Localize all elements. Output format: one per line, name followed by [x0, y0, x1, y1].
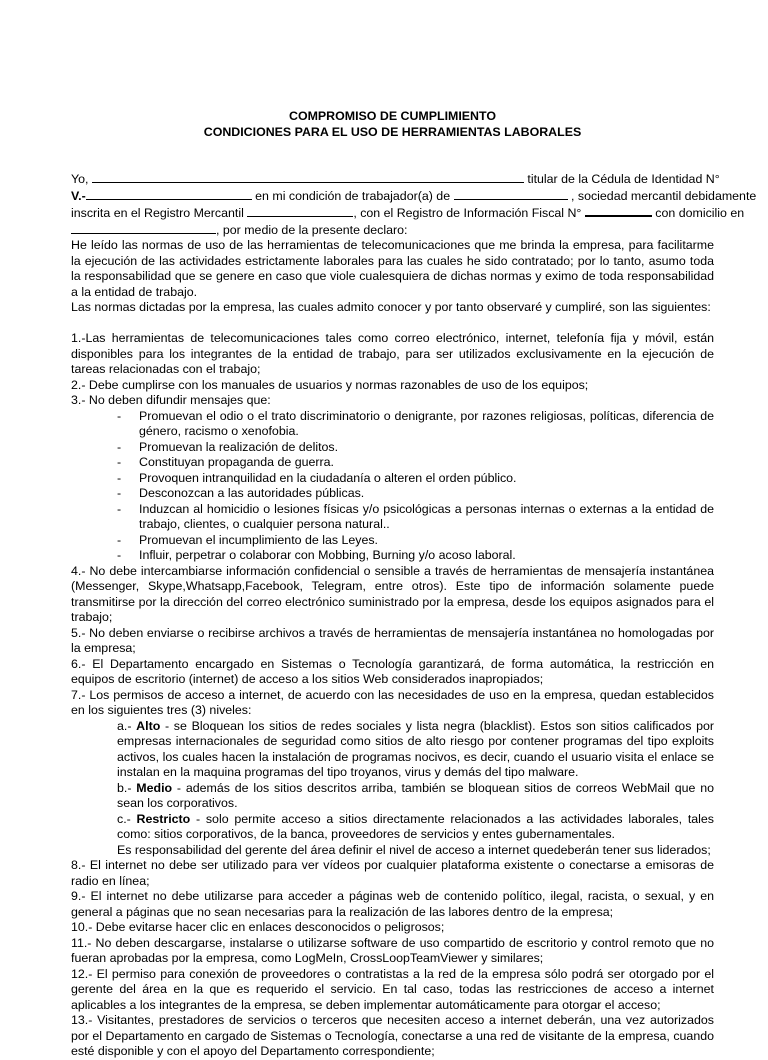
intro-paragraph: He leído las normas de uso de las herramientas de telecomunicaciones que me brinda la empresa, para facilitarme la ejecución de las actividades estrictamente laborales para las cuales he sido contratado; por lo tanto, asumo toda la responsabilidad que se genere en caso que viole cualesquiera de dichas normas y eximo de toda responsabilidad a la entidad de trabajo. — [71, 238, 714, 299]
intro-titular: titular de la Cédula de Identidad N° — [527, 172, 720, 186]
list-item: - Promuevan el odio o el trato discriminatorio o denigrante, por razones religiosas, políticas, diferencia de género, racismo o xenofobia. — [117, 408, 714, 438]
item-8: 8.- El internet no debe ser utilizado para ver vídeos por cualquier plataforma existente o conectarse a emisoras de radio en línea; — [71, 858, 714, 888]
intro-line-3 — [71, 204, 745, 222]
list-item: - Induzcan al homicidio o lesiones físicas y/o psicológicas a personas internas o externas a la entidad de trabajo, clientes, o cualquier persona natural.. — [117, 501, 714, 531]
company-blank[interactable] — [454, 188, 568, 200]
intro-rif: , con el Registro de Información Fiscal N° — [353, 206, 582, 220]
item-10: 10.- Debe evitarse hacer clic en enlaces desconocidos o peligrosos; — [71, 920, 445, 934]
intro-line-4 — [71, 222, 714, 239]
list-item: - Constituyan propaganda de guerra. — [117, 455, 334, 469]
list-item: - Promuevan la realización de delitos. — [117, 439, 339, 454]
intro-sociedad: , sociedad mercantil debidamente — [571, 188, 757, 203]
intro-normas: Las normas dictadas por la empresa, las cuales admito conocer y por tanto observaré y cumpliré, son las siguientes: — [71, 300, 711, 314]
item-7: 7.- Los permisos de acceso a internet, de acuerdo con las necesidades de uso en la empresa, quedan establecidos en los siguientes tres (3) niveles: — [71, 687, 714, 717]
item-7-level-restricto: c.- Restricto - solo permite acceso a sitios directamente relacionados a las actividades laborales, tales como: sitios corporativos, de la banca, proveedores de servicios y entes gubernamentales. — [117, 811, 714, 841]
item-3: 3.- No deben difundir mensajes que: — [71, 393, 271, 407]
item-7-level-alto: a.- Alto - se Bloquean los sitios de redes sociales y lista negra (blacklist). Estos son sitios calificados por empresas internacionales de seguridad como sitios de alto riesgo por contener programas del tipo exploits activos, los cuales hacen la instalación de programas nocivos, es decir, cuando el usuario visita el enlace se instalan en la maquina programas del tipo troyanos, virus y demás del tipo malware. — [117, 718, 714, 779]
document-body — [71, 109, 757, 1060]
list-item: - Promuevan el incumplimiento de las Leyes. — [117, 532, 378, 547]
item-13: 13.- Visitantes, prestadores de servicios o terceros que necesiten acceso a internet deberán, una vez autorizados por el Departamento en cargado de Sistemas o Tecnología, conectarse a una red de visitante de la empresa, cuando esté disponible y con el apoyo del Departamento correspondiente; — [71, 1013, 714, 1058]
document-title — [71, 109, 714, 140]
intro-v: V.- — [71, 188, 86, 203]
title-line-1: COMPROMISO DE CUMPLIMIENTO — [289, 109, 496, 123]
name-blank[interactable] — [92, 171, 524, 183]
list-item: - Provoquen intranquilidad en la ciudadanía o alteren el orden público. — [117, 470, 517, 485]
intro-yo: Yo, — [71, 172, 89, 186]
intro-inscrita: inscrita en el Registro Mercantil — [71, 206, 244, 220]
rif-blank[interactable] — [585, 204, 652, 217]
intro-line-2 — [71, 188, 757, 205]
intro-domicilio: con domicilio en — [655, 206, 745, 220]
item-7-responsibility: Es responsabilidad del gerente del área definir el nivel de acceso a internet quedeberán tener sus liderados; — [117, 842, 711, 857]
intro-declaro: , por medio de la presente declaro: — [216, 222, 408, 237]
item-1: 1.-Las herramientas de telecomunicaciones tales como correo electrónico, internet, telefonía fija y móvil, están disponibles para los integrantes de la entidad de trabajo, para ser utilizados exclusivamente en la ejecución de tareas relacionadas con el trabajo; — [71, 331, 714, 376]
intro-condicion: en mi condición de trabajador(a) de — [255, 188, 451, 203]
item-2: 2.- Debe cumplirse con los manuales de usuarios y normas razonables de uso de los equipos; — [71, 377, 589, 392]
item-4: 4.- No debe intercambiarse información confidencial o sensible a través de herramientas de mensajería instantánea (Messenger, Skype,Whatsapp,Facebook, Telegram, entre otros). Este tipo de información solamente puede transmitirse por la dirección del correo electrónico suministrado por la empresa, desde los equipos asignados para el trabajo; — [71, 563, 714, 624]
item-3-bullet-list — [71, 409, 714, 564]
registro-blank[interactable] — [247, 205, 353, 217]
list-item: - Desconozcan a las autoridades públicas. — [117, 486, 365, 500]
domicilio-blank[interactable] — [71, 222, 216, 234]
cedula-blank[interactable] — [86, 188, 252, 200]
item-5: 5.- No deben enviarse o recibirse archivos a través de herramientas de mensajería instantánea no homologadas por la empresa; — [71, 625, 714, 655]
item-12: 12.- El permiso para conexión de proveedores o contratistas a la red de la empresa sólo podrá ser otorgado por el gerente del área en la que es requerido el servicio. En tal caso, todas las restricciones de acceso a internet aplicables a los integrantes de la empresa, se deben implementar automáticamente para otorgar el acceso; — [71, 966, 714, 1012]
item-6: 6.- El Departamento encargado en Sistemas o Tecnología garantizará, de forma automática, la restricción en equipos de escritorio (internet) de acceso a los sitios Web considerados inapropiados; — [71, 656, 714, 686]
intro-line-1 — [71, 171, 720, 188]
title-line-2: CONDICIONES PARA EL USO DE HERRAMIENTAS LABORALES — [203, 124, 582, 139]
item-11: 11.- No deben descargarse, instalarse o utilizarse software de uso compartido de escritorio y control remoto que no fueran aprobadas por la empresa, como LogMeIn, CrossLoopTeamViewer y similares; — [71, 935, 714, 965]
list-item: - Influir, perpetrar o colaborar con Mobbing, Burning y/o acoso laboral. — [117, 548, 516, 562]
item-9: 9.- El internet no debe utilizarse para acceder a páginas web de contenido político, ilegal, racista, o sexual, y en general a páginas que no sean necesarias para la realización de las labores dentro de la empresa; — [71, 889, 714, 919]
item-7-level-medio: b.- Medio - además de los sitios descritos arriba, también se bloquean sitios de correos WebMail que no sean los corporativos. — [117, 780, 714, 810]
